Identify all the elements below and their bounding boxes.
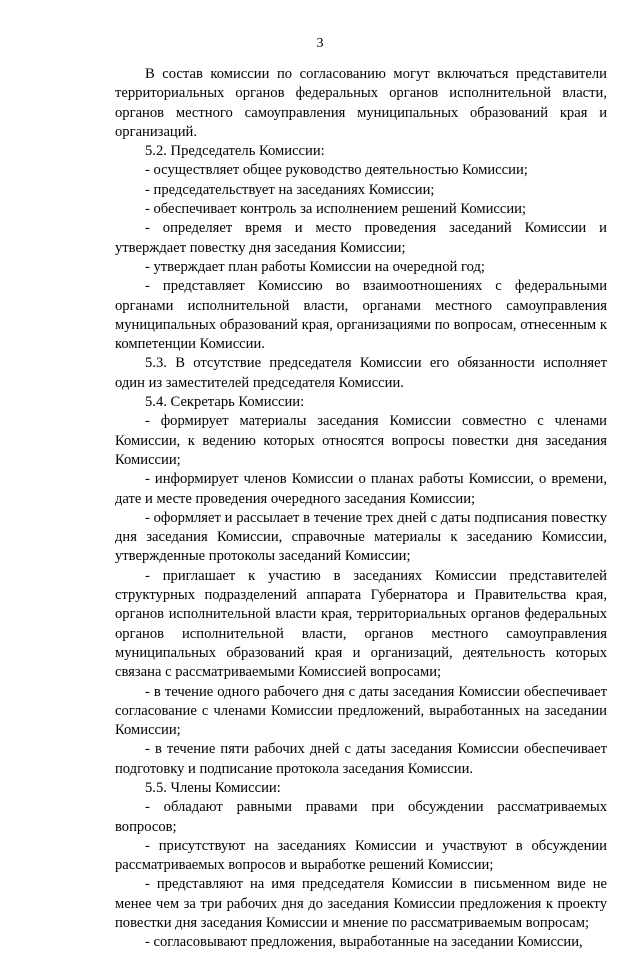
paragraph: - обеспечивает контроль за исполнением решений Комиссии; [145, 201, 527, 218]
paragraph: - определяет время и место проведения заседаний Комиссии и утверждает повестку дня заседания Комиссии; [115, 220, 607, 256]
paragraph: - согласовывают предложения, выработанные на заседании Комиссии, [145, 934, 583, 951]
paragraph: - представляет Комиссию во взаимоотношениях с федеральными органами исполнительной власти, органами местного самоуправления муниципальных образований края, организациями по вопросам, отнесенным к компетенции Комиссии. [115, 278, 607, 353]
paragraph: - информирует членов Комиссии о планах работы Комиссии, о времени, дате и месте проведения очередного заседания Комиссии; [115, 471, 607, 507]
paragraph: 5.3. В отсутствие председателя Комиссии его обязанности исполняет один из заместителей председателя Комиссии. [115, 355, 607, 391]
paragraph: 5.2. Председатель Комиссии: [145, 143, 325, 160]
paragraph: 5.5. Члены Комиссии: [145, 779, 281, 796]
paragraph: - представляют на имя председателя Комиссии в письменном виде не менее чем за три рабочих дня до заседания Комиссии предложения к проекту повестки дня заседания Комиссии и мнение по рассматриваемым вопросам; [115, 876, 607, 932]
paragraph: - обладают равными правами при обсуждении рассматриваемых вопросов; [115, 799, 607, 835]
paragraph: - формирует материалы заседания Комиссии совместно с членами Комиссии, к ведению которых относятся вопросы повестки дня заседания Комиссии; [115, 413, 607, 468]
paragraph: - утверждает план работы Комиссии на очередной год; [145, 258, 485, 275]
paragraph: - оформляет и рассылает в течение трех дней с даты подписания повестку дня заседания Комиссии, справочные материалы к заседанию Комиссии, утвержденные протоколы заседаний Комиссии; [115, 509, 607, 565]
paragraph: В состав комиссии по согласованию могут включаться представители территориальных органов федеральных органов исполнительной власти, органов местного самоуправления муниципальных образований края и организаций. [115, 66, 607, 140]
paragraph: - осуществляет общее руководство деятельностью Комиссии; [145, 162, 528, 179]
paragraph: - председательствует на заседаниях Комиссии; [145, 181, 435, 198]
paragraph: 5.4. Секретарь Комиссии: [145, 394, 305, 411]
document-body [115, 65, 607, 953]
paragraph: - в течение пяти рабочих дней с даты заседания Комиссии обеспечивает подготовку и подписание протокола заседания Комиссии. [115, 741, 607, 777]
paragraph: - приглашает к участию в заседаниях Комиссии представителей структурных подразделений аппарата Губернатора и Правительства края, органов исполнительной власти края, территориальных органов федеральных органов исполнительной власти, органов местного самоуправления муниципальных образований края и организаций, деятельность которых связана с рассматриваемыми Комиссией вопросами; [115, 567, 607, 681]
paragraph: - присутствуют на заседаниях Комиссии и участвуют в обсуждении рассматриваемых вопросов и выработке решений Комиссии; [115, 837, 607, 874]
page-number: 3 [316, 36, 324, 51]
paragraph: - в течение одного рабочего дня с даты заседания Комиссии обеспечивает согласование с членами Комиссии предложений, выработанных на заседании Комиссии; [115, 683, 607, 739]
